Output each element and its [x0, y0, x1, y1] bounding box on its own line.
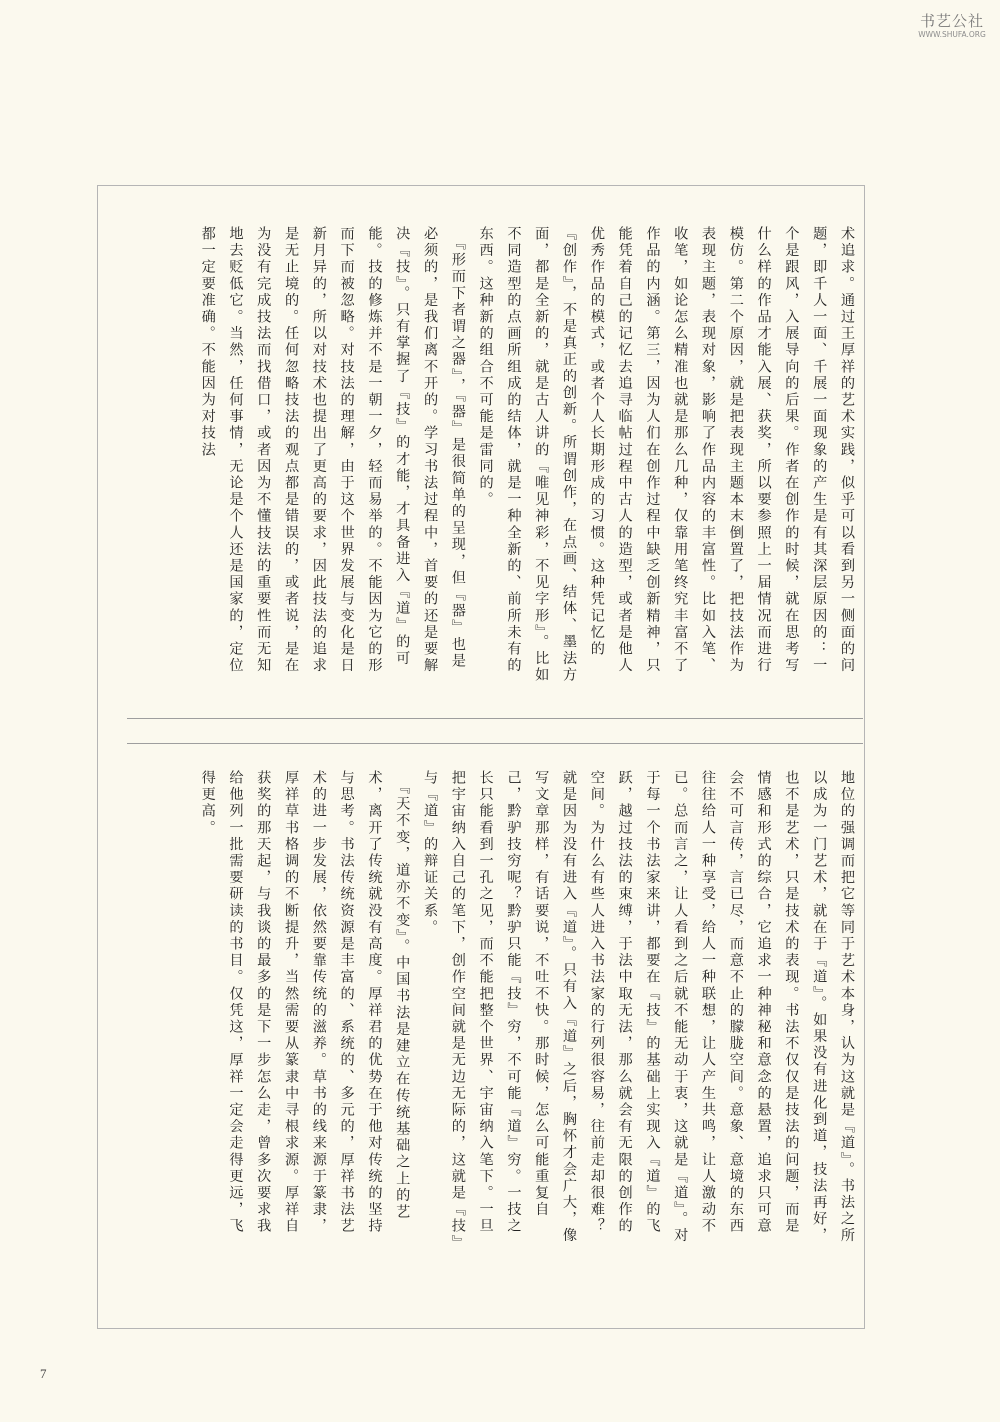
top-text-block — [118, 226, 860, 686]
paragraph: 地位的强调而把它等同于艺术本身，认为这就是『道』。书法之所以成为一门艺术，就在于『道』。如果没有进化到道，技法再好，也不是艺术，只是技术的表现。书法不仅仅是技法的问题，而是情感和形式的综合，它追求一种神秘和意念的悬置，追求只可意会不可言传，言已尽，而意不止的朦胧空间。意象、意境的东西往往给人一种享受，给人一种联想，让人产生共鸣，让人激动不已。总而言之，让人看到之后就不能无动于衷，这就是『道』。对于每一个书法家来讲，都要在『技』的基础上实现入『道』的飞跃，越过技法的束缚，于法中取无法，那么就会有无限的创作的空间。为什么有些人进入书法家的行列很容易，往前走却很难？就是因为没有进入『道』。只有入『道』之后，胸怀才会广大，像写文章那样，有话要说，不吐不快。那时候，怎么可能重复自己，黔驴技穷呢？黔驴只能『技』穷，不可能『道』穷。一技之长只能看到一孔之见，而不能把整个世界、宇宙纳入笔下。一旦把宇宙纳入自己的笔下，创作空间就是无边无际的，这就是『技』与『道』的辩证关系。 — [422, 770, 855, 1245]
watermark-logo — [914, 14, 990, 40]
divider-line — [127, 718, 863, 719]
bottom-text-block — [118, 770, 860, 1246]
paragraph: 『形而下者谓之器』，『器』是很简单的呈现，但『器』也是必须的，是我们离不开的。学习书法过程中，首要的还是要解决『技』。只有掌握了『技』的才能，才具备进入『道』的可能。技的修炼并不是一朝一夕，轻而易举的。不能因为它的形而下而被忽略。对技法的理解，由于这个世界发展与变化是日新月异的，所以对技术也提出了更高的要求，因此技法的追求是无止境的。任何忽略技法的观点都是错误的，或者说，是在为没有完成技法而找借口，或者因为不懂技法的重要性而无知地去贬低它。当然，任何事情，无论是个人还是国家的，定位都一定要准确。不能因为对技法 — [199, 226, 466, 675]
paragraph: 『天不变，道亦不变』。中国书法是建立在传统基础之上的艺术，离开了传统就没有高度。厚祥君的优势在于他对传统的坚持与思考。书法传统资源是丰富的、系统的、多元的，厚祥书法艺术的进一步发展，依然要靠传统的滋养。草书的线来源于篆隶，厚祥草书格调的不断提升，当然需要从篆隶中寻根求源。厚祥自获奖的那天起，与我谈的最多的是下一步怎么走，曾多次要求我给他列一批需要研读的书目。仅凭这，厚祥一定会走得更远，飞得更高。 — [199, 770, 411, 1235]
paragraph: 术追求。通过王厚祥的艺术实践，似乎可以看到另一侧面的问题，即千人一面、千展一面现象的产生是有其深层原因的：一个是跟风，入展导向的后果。作者在创作的时候，就在思考写什么样的作品才能入展、获奖，所以要参照上一届情况而进行模仿。第二个原因，就是把表现主题本末倒置了，把技法作为表现主题，表现对象，影响了作品内容的丰富性。比如入笔、收笔，如论怎么精准也就是那么几种，仅靠用笔终究丰富不了作品的内涵。第三，因为人们在创作过程中缺乏创新精神，只能凭着自己的记忆去追寻临帖过程中古人的造型，或者是他人优秀作品的模式，或者个人长期形成的习惯。这种凭记忆的『创作』，不是真正的创新。所谓创作，在点画、结体、墨法方面，都是全新的，就是古人讲的『唯见神彩，不见字形』。比如不同造型的点画所组成的结体，就是一种全新的、前所未有的东西。这种新的组合不可能是雷同的。 — [477, 226, 855, 684]
watermark-url: WWW.SHUFA.ORG — [918, 30, 986, 39]
divider-line — [127, 743, 863, 744]
page-number: 7 — [40, 1366, 47, 1381]
watermark-logo-text: 书艺公社 — [919, 12, 984, 30]
